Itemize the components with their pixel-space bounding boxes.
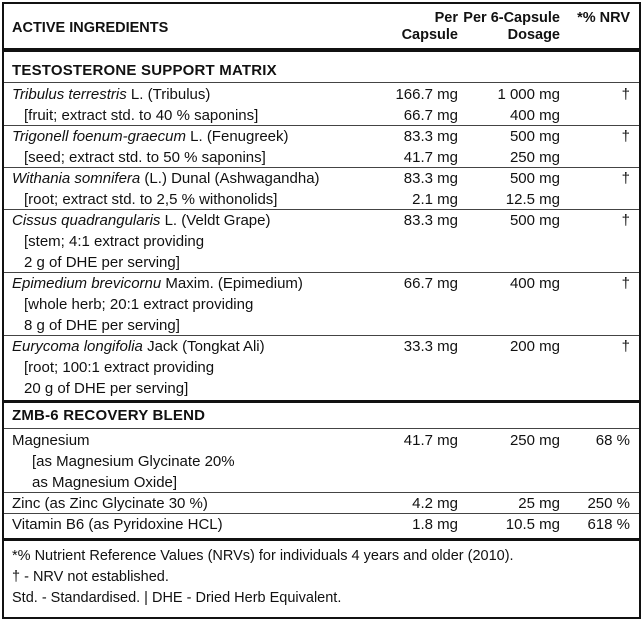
ingredient-common-name: Maxim. (Epimedium) [161, 275, 303, 292]
header-per-dosage [463, 10, 560, 44]
header-per-dosage-line2: Dosage [507, 27, 560, 43]
amount-per-dosage: 500 mg [509, 170, 560, 187]
ingredient-name: 20 g of DHE per serving] [24, 380, 189, 397]
header-per-capsule [402, 10, 458, 44]
table-row [4, 147, 639, 168]
nrv-value: † [621, 128, 630, 145]
amount-per-capsule: 41.7 mg [403, 149, 458, 166]
ingredient-name [12, 168, 320, 189]
nrv-value: † [621, 212, 630, 229]
amount-per-capsule: 83.3 mg [403, 170, 458, 187]
footnotes [12, 546, 514, 609]
footnote-dagger: † - NRV not established. [12, 569, 169, 585]
ingredient-latin-name: Eurycoma longifolia [12, 338, 143, 355]
amount-per-dosage: 400 mg [509, 275, 560, 292]
nrv-value: † [621, 275, 630, 292]
amount-per-capsule: 66.7 mg [403, 275, 458, 292]
section-title-recovery: ZMB-6 RECOVERY BLEND [12, 407, 206, 424]
ingredient-latin-name: Trigonell foenum-graecum [12, 128, 186, 145]
amount-per-capsule: 33.3 mg [403, 338, 458, 355]
ingredient-name: [whole herb; 20:1 extract providing [24, 296, 254, 313]
nrv-value: † [621, 170, 630, 187]
ingredient-name: 8 g of DHE per serving] [24, 317, 180, 334]
amount-per-dosage: 250 mg [509, 432, 560, 449]
header-active-ingredients: ACTIVE INGREDIENTS [12, 20, 169, 36]
amount-per-capsule: 83.3 mg [403, 128, 458, 145]
table-row [4, 315, 639, 336]
amount-per-capsule: 66.7 mg [403, 107, 458, 124]
amount-per-capsule: 41.7 mg [403, 432, 458, 449]
ingredient-name: [seed; extract std. to 50 % saponins] [24, 149, 266, 166]
amount-per-dosage: 400 mg [509, 107, 560, 124]
nrv-value: 618 % [587, 516, 630, 533]
ingredient-name: [root; extract std. to 2,5 % withonolids] [24, 191, 278, 208]
amount-per-capsule: 1.8 mg [412, 516, 458, 533]
supplement-facts-panel [2, 2, 641, 619]
amount-per-dosage: 200 mg [509, 338, 560, 355]
ingredient-name [12, 84, 210, 105]
ingredient-common-name: L. (Tribulus) [126, 86, 211, 103]
ingredient-name: [stem; 4:1 extract providing [24, 233, 205, 250]
amount-per-dosage: 10.5 mg [505, 516, 560, 533]
table-row [4, 252, 639, 273]
ingredient-common-name: L. (Fenugreek) [185, 128, 289, 145]
ingredient-common-name: L. (Veldt Grape) [160, 212, 271, 229]
table-row [4, 378, 639, 399]
table-row [4, 168, 639, 189]
footnote-nrv: *% Nutrient Reference Values (NRVs) for individuals 4 years and older (2010). [12, 548, 514, 564]
section2-divider [4, 428, 639, 429]
ingredient-name [12, 273, 303, 294]
ingredient-name: Zinc (as Zinc Glycinate 30 %) [12, 495, 208, 512]
ingredient-latin-name: Cissus quadrangularis [12, 212, 161, 229]
header-per-capsule-line1: Per [434, 10, 458, 26]
ingredient-name: [fruit; extract std. to 40 % saponins] [24, 107, 259, 124]
ingredient-latin-name: Tribulus terrestris [12, 86, 127, 103]
table-row [4, 294, 639, 315]
table-row [4, 430, 639, 451]
table-row [4, 231, 639, 252]
table-row [4, 273, 639, 294]
ingredient-name [12, 126, 289, 147]
table-header [4, 4, 639, 52]
table-row [4, 336, 639, 357]
table-row [4, 514, 639, 535]
amount-per-capsule: 4.2 mg [412, 495, 458, 512]
table-row [4, 493, 639, 514]
nrv-value: † [621, 338, 630, 355]
ingredient-latin-name: Epimedium brevicornu [12, 275, 162, 292]
ingredient-name: Magnesium [12, 432, 90, 449]
table-row [4, 189, 639, 210]
table-row [4, 105, 639, 126]
amount-per-capsule: 166.7 mg [395, 86, 458, 103]
ingredient-common-name: (L.) Dunal (Ashwagandha) [140, 170, 320, 187]
ingredient-name: as Magnesium Oxide] [32, 474, 178, 491]
amount-per-dosage: 500 mg [509, 128, 560, 145]
amount-per-capsule: 2.1 mg [412, 191, 458, 208]
table-row [4, 210, 639, 231]
table-row [4, 472, 639, 493]
amount-per-dosage: 500 mg [509, 212, 560, 229]
header-nrv: *% NRV [577, 10, 630, 26]
ingredient-name: [as Magnesium Glycinate 20% [32, 453, 235, 470]
table-row [4, 451, 639, 472]
nrv-value: 68 % [595, 432, 630, 449]
section-title-testosterone: TESTOSTERONE SUPPORT MATRIX [12, 62, 277, 79]
ingredient-name [12, 336, 265, 357]
ingredient-name: Vitamin B6 (as Pyridoxine HCL) [12, 516, 223, 533]
amount-per-dosage: 12.5 mg [505, 191, 560, 208]
ingredient-name [12, 210, 270, 231]
footer-separator [4, 538, 639, 541]
amount-per-dosage: 25 mg [518, 495, 560, 512]
amount-per-dosage: 250 mg [509, 149, 560, 166]
nrv-value: 250 % [587, 495, 630, 512]
nrv-value: † [621, 86, 630, 103]
ingredient-name: [root; 100:1 extract providing [24, 359, 215, 376]
ingredient-latin-name: Withania somnifera [12, 170, 141, 187]
section1-divider [4, 82, 639, 83]
table-row [4, 126, 639, 147]
table-row [4, 357, 639, 378]
header-per-dosage-line1: Per 6-Capsule [463, 10, 560, 26]
footnote-abbreviations: Std. - Standardised. | DHE - Dried Herb Equivalent. [12, 590, 342, 606]
table-row [4, 84, 639, 105]
section-separator [4, 400, 639, 403]
amount-per-dosage: 1 000 mg [497, 86, 560, 103]
header-per-capsule-line2: Capsule [401, 27, 458, 43]
amount-per-capsule: 83.3 mg [403, 212, 458, 229]
ingredient-name: 2 g of DHE per serving] [24, 254, 180, 271]
ingredient-common-name: Jack (Tongkat Ali) [142, 338, 265, 355]
